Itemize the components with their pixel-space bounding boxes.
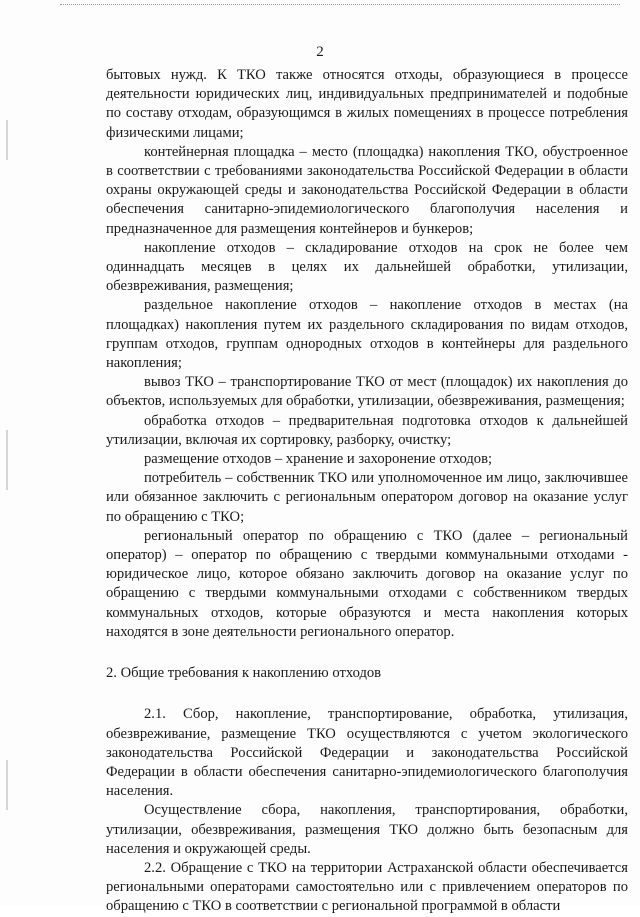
definition-waste-accumulation: накопление отходов – складирование отходов на срок не более чем одиннадцать месяцев в целях их дальнейшей обработки, утилизации, обезвреживания, размещения; <box>106 239 628 295</box>
page-number: 2 <box>316 44 324 60</box>
document-body <box>106 66 628 917</box>
clause-2-2: 2.2. Обращение с ТКО на территории Астраханской области обеспечивается региональными операторами самостоятельно или с привлечением операторов по обращению с ТКО в соответствии с региональной программой в области <box>106 859 628 915</box>
definition-container-site: контейнерная площадка – место (площадка) накопления ТКО, обустроенное в соответствии с требованиями законодательства Российской Федерации в области охраны окружающей среды и законодательства Российской Федерации в области обеспечения санитарно-эпидемиологического благополучия населения и предназначенное для размещения контейнеров и бункеров; <box>106 143 628 237</box>
scan-edge-mark <box>6 760 8 810</box>
definition-waste-processing: обработка отходов – предварительная подготовка отходов к дальнейшей утилизации, включая их сортировку, разборку, очистку; <box>106 412 628 448</box>
definition-waste-placement: размещение отходов – хранение и захоронение отходов; <box>144 451 493 468</box>
top-scan-border <box>60 4 620 5</box>
paragraph-continuation: бытовых нужд. К ТКО также относятся отходы, образующиеся в процессе деятельности юридических лиц, индивидуальных предпринимателей и подобные по составу отходам, образующимся в жилых помещениях в процессе потребления физическими лицами; <box>106 67 628 141</box>
definition-tko-removal: вывоз ТКО – транспортирование ТКО от мест (площадок) их накопления до объектов, используемых для обработки, утилизации, обезвреживания, размещения; <box>106 374 628 410</box>
definition-separate-accumulation: раздельное накопление отходов – накопление отходов в местах (на площадках) накопления путем их раздельного складирования по видам отходов, группам отходов, группам однородных отходов в контейнеры для раздельного накопления; <box>106 297 628 372</box>
section-heading: 2. Общие требования к накоплению отходов <box>106 665 382 682</box>
definition-regional-operator: региональный оператор по обращению с ТКО (далее – региональный оператор) – оператор по обращению с твердыми коммунальными отходами - юридическое лицо, которое обязано заключить договор на оказание услуг по обращению с твердыми коммунальными отходами с собственником твердых коммунальных отходов, которые образуются и места накопления которых находятся в зоне деятельности регионального оператор. <box>106 527 628 640</box>
definition-consumer: потребитель – собственник ТКО или уполномоченное им лицо, заключившее или обязанное заключить с региональным оператором договор на оказание услуг по обращению с ТКО; <box>106 470 628 525</box>
scan-edge-mark <box>6 120 8 160</box>
scan-edge-mark <box>6 430 8 490</box>
clause-2-1-continued: Осуществление сбора, накопления, транспортирования, обработки, утилизации, обезвреживания, размещения ТКО должно быть безопасным для населения и окружающей среды. <box>106 802 628 857</box>
clause-2-1: 2.1. Сбор, накопление, транспортирование, обработка, утилизация, обезвреживание, размещение ТКО осуществляются с учетом экологического законодательства Российской Федерации и законодательства Российской Федерации в области обеспечения санитарно-эпидемиологического благополучия населения. <box>106 706 628 800</box>
